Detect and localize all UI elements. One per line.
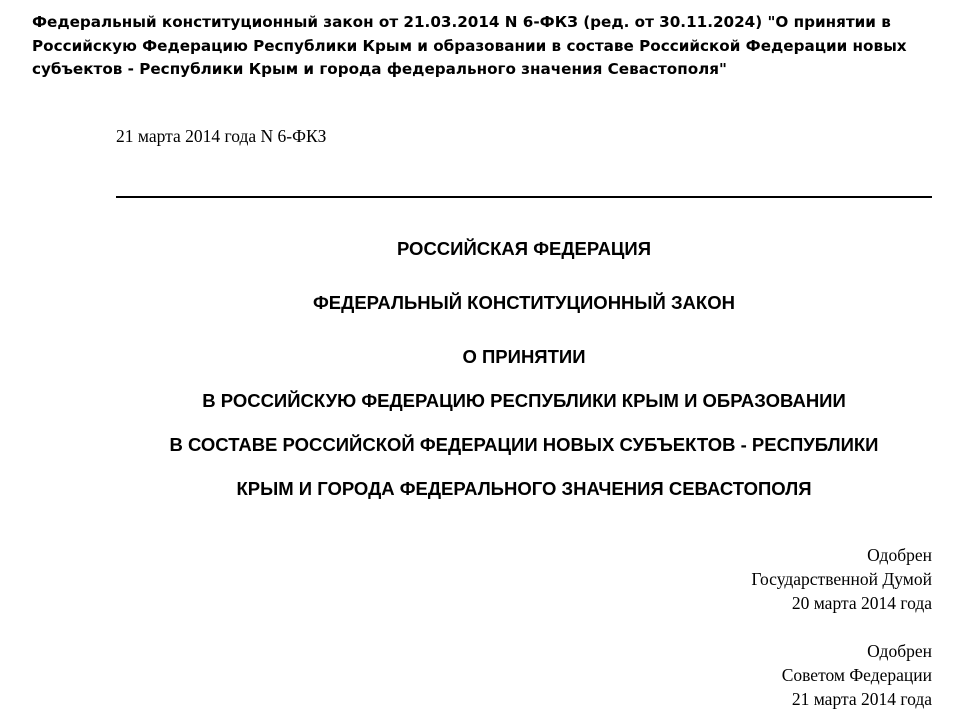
approval-status: Одобрен: [867, 641, 932, 661]
heading-law-type: ФЕДЕРАЛЬНЫЙ КОНСТИТУЦИОННЫЙ ЗАКОН: [313, 292, 735, 313]
approval-body: Советом Федерации: [781, 665, 932, 685]
approval-federation-council: [532, 639, 932, 711]
heading-title-line-4: КРЫМ И ГОРОДА ФЕДЕРАЛЬНОГО ЗНАЧЕНИЯ СЕВАСТОПОЛЯ: [236, 478, 812, 499]
approval-status: Одобрен: [867, 545, 932, 565]
horizontal-divider: [116, 196, 932, 198]
approval-body: Государственной Думой: [751, 569, 932, 589]
heading-title-line-3: В СОСТАВЕ РОССИЙСКОЙ ФЕДЕРАЦИИ НОВЫХ СУБЪЕКТОВ - РЕСПУБЛИКИ: [169, 434, 879, 455]
heading-title-line-1: О ПРИНЯТИИ: [462, 346, 586, 367]
document-header-title: Федеральный конституционный закон от 21.03.2014 N 6-ФКЗ (ред. от 30.11.2024) "О принятии в Российскую Федерацию Республики Крым и образовании в составе Российской Федерации новых субъектов - Республики Крым и города федерального значения Севастополя": [32, 13, 907, 78]
law-date-number: 21 марта 2014 года N 6-ФКЗ: [116, 126, 327, 146]
approval-state-duma: [532, 543, 932, 615]
approval-date: 20 марта 2014 года: [791, 593, 932, 613]
heading-title-line-2: В РОССИЙСКУЮ ФЕДЕРАЦИЮ РЕСПУБЛИКИ КРЫМ И ОБРАЗОВАНИИ: [202, 390, 846, 411]
heading-country: РОССИЙСКАЯ ФЕДЕРАЦИЯ: [396, 238, 652, 259]
approval-date: 21 марта 2014 года: [791, 689, 932, 709]
